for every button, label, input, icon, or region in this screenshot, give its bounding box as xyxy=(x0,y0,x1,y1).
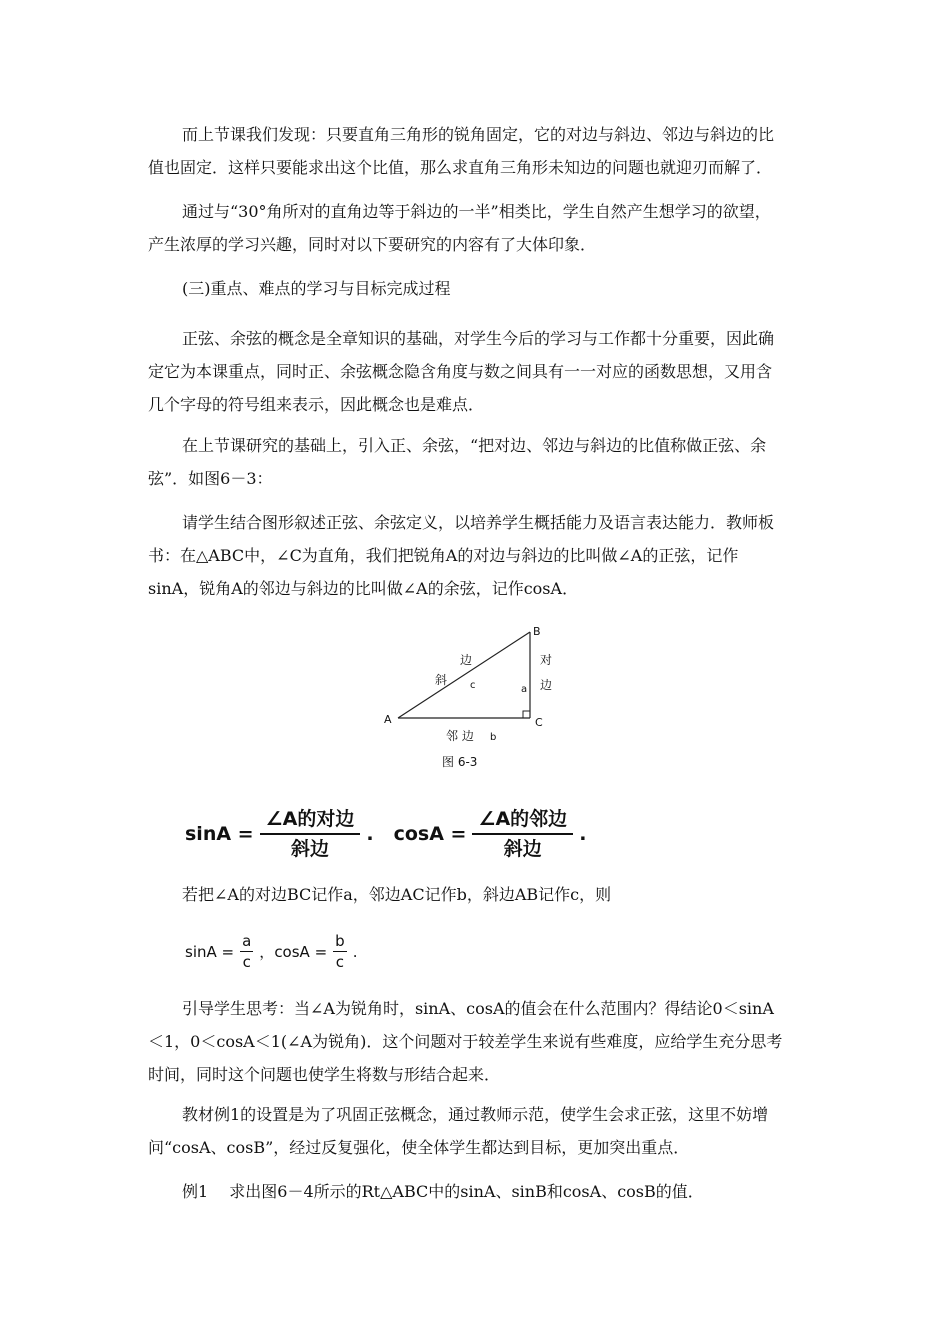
triangle-figure xyxy=(380,622,580,772)
text-line: 书：在△ABC中，∠C为直角，我们把锐角A的对边与斜边的比叫做∠A的正弦，记作 xyxy=(148,546,739,565)
vertex-a-label: A xyxy=(384,713,392,726)
formula-end: . xyxy=(579,823,587,845)
text-line: 时间，同时这个问题也使学生将数与形结合起来． xyxy=(148,1065,501,1084)
formula-end: . xyxy=(352,942,358,961)
adjacent-label: 邻 边 xyxy=(446,729,474,743)
vertex-b-label: B xyxy=(533,625,541,638)
text-line: 定它为本课重点，同时正、余弦概念隐含角度与数之间具有一一对应的函数思想，又用含 xyxy=(148,362,773,381)
text-line: 而上节课我们发现：只要直角三角形的锐角固定，它的对边与斜边、邻边与斜边的比 xyxy=(182,125,775,144)
cos-fraction xyxy=(333,932,347,971)
sin-lhs: sinA = xyxy=(185,823,254,845)
text-line: 例1 求出图6－4所示的Rt△ABC中的sinA、sinB和cosA、cosB的值． xyxy=(182,1182,704,1201)
text-line: 问“cosA、cosB”，经过反复强化，使全体学生都达到目标，更加突出重点． xyxy=(148,1138,690,1157)
sin-denominator: c xyxy=(242,953,251,971)
sin-fraction xyxy=(260,807,361,861)
sin-fraction xyxy=(240,932,253,971)
text-line: sinA，锐角A的邻边与斜边的比叫做∠A的余弦，记作cosA． xyxy=(148,579,579,598)
sin-numerator: a xyxy=(242,932,252,950)
hypotenuse-label-1: 斜 xyxy=(435,673,448,687)
text-line: 产生浓厚的学习兴趣，同时对以下要研究的内容有了大体印象． xyxy=(148,235,597,254)
paragraph-8 xyxy=(148,1098,808,1164)
example-1 xyxy=(148,1175,808,1208)
paragraph-5 xyxy=(148,506,808,605)
vertex-c-label: C xyxy=(535,716,543,729)
sine-cosine-definition-formula xyxy=(185,808,586,860)
text-line: 教材例1的设置是为了巩固正弦概念，通过教师示范，使学生会求正弦，这里不妨增 xyxy=(182,1105,769,1124)
paragraph-2 xyxy=(148,195,808,261)
side-ab xyxy=(398,632,530,718)
paragraph-7 xyxy=(148,992,808,1091)
text-line: 正弦、余弦的概念是全章知识的基础，对学生今后的学习与工作都十分重要，因此确 xyxy=(182,329,775,348)
sine-cosine-letter-formula xyxy=(185,932,357,971)
paragraph-1 xyxy=(148,118,808,184)
sin-lhs: sinA = xyxy=(185,942,235,961)
sin-numerator: ∠A的对边 xyxy=(260,807,361,835)
cos-denominator: c xyxy=(335,953,345,971)
cos-fraction xyxy=(472,807,573,861)
side-c-label: c xyxy=(470,680,476,691)
section-heading xyxy=(148,272,808,305)
text-line: 若把∠A的对边BC记作a，邻边AC记作b，斜边AB记作c，则 xyxy=(182,885,612,904)
right-angle-mark xyxy=(523,711,530,718)
text-line: 弦”．如图6－3： xyxy=(148,469,273,488)
side-b-label: b xyxy=(490,732,497,743)
side-a-label: a xyxy=(521,684,528,695)
text-line: 请学生结合图形叙述正弦、余弦定义，以培养学生概括能力及语言表达能力．教师板 xyxy=(182,513,775,532)
paragraph-6 xyxy=(148,878,808,911)
formula-separator: . xyxy=(366,823,374,845)
text-line: 引导学生思考：当∠A为锐角时，sinA、cosA的值会在什么范围内？得结论0＜sinA xyxy=(182,999,774,1018)
sin-denominator: 斜边 xyxy=(290,838,329,860)
cos-lhs: cosA = xyxy=(274,942,328,961)
opposite-label-2: 边 xyxy=(540,678,553,692)
cos-lhs: cosA = xyxy=(393,823,467,845)
cos-numerator: b xyxy=(335,932,345,950)
figure-caption: 图 6-3 xyxy=(442,755,478,769)
text-line: 通过与“30°角所对的直角边等于斜边的一半”相类比，学生自然产生想学习的欲望， xyxy=(182,202,771,221)
cos-denominator: 斜边 xyxy=(503,838,542,860)
text-line: 几个字母的符号组来表示，因此概念也是难点． xyxy=(148,395,485,414)
triangle-diagram xyxy=(380,622,580,772)
hypotenuse-label-2: 边 xyxy=(460,653,473,667)
formula-separator: ， xyxy=(259,943,275,961)
paragraph-4 xyxy=(148,429,808,495)
text-line: 值也固定．这样只要能求出这个比值，那么求直角三角形未知边的问题也就迎刃而解了． xyxy=(148,158,773,177)
paragraph-3 xyxy=(148,322,808,421)
text-line: 在上节课研究的基础上，引入正、余弦，“把对边、邻边与斜边的比值称做正弦、余 xyxy=(182,436,767,455)
opposite-label-1: 对 xyxy=(540,653,553,667)
cos-numerator: ∠A的邻边 xyxy=(472,807,573,835)
text-line: (三)重点、难点的学习与目标完成过程 xyxy=(182,279,451,298)
text-line: ＜1，0＜cosA＜1(∠A为锐角)．这个问题对于较差学生来说有些难度，应给学生充分思考 xyxy=(148,1032,783,1051)
